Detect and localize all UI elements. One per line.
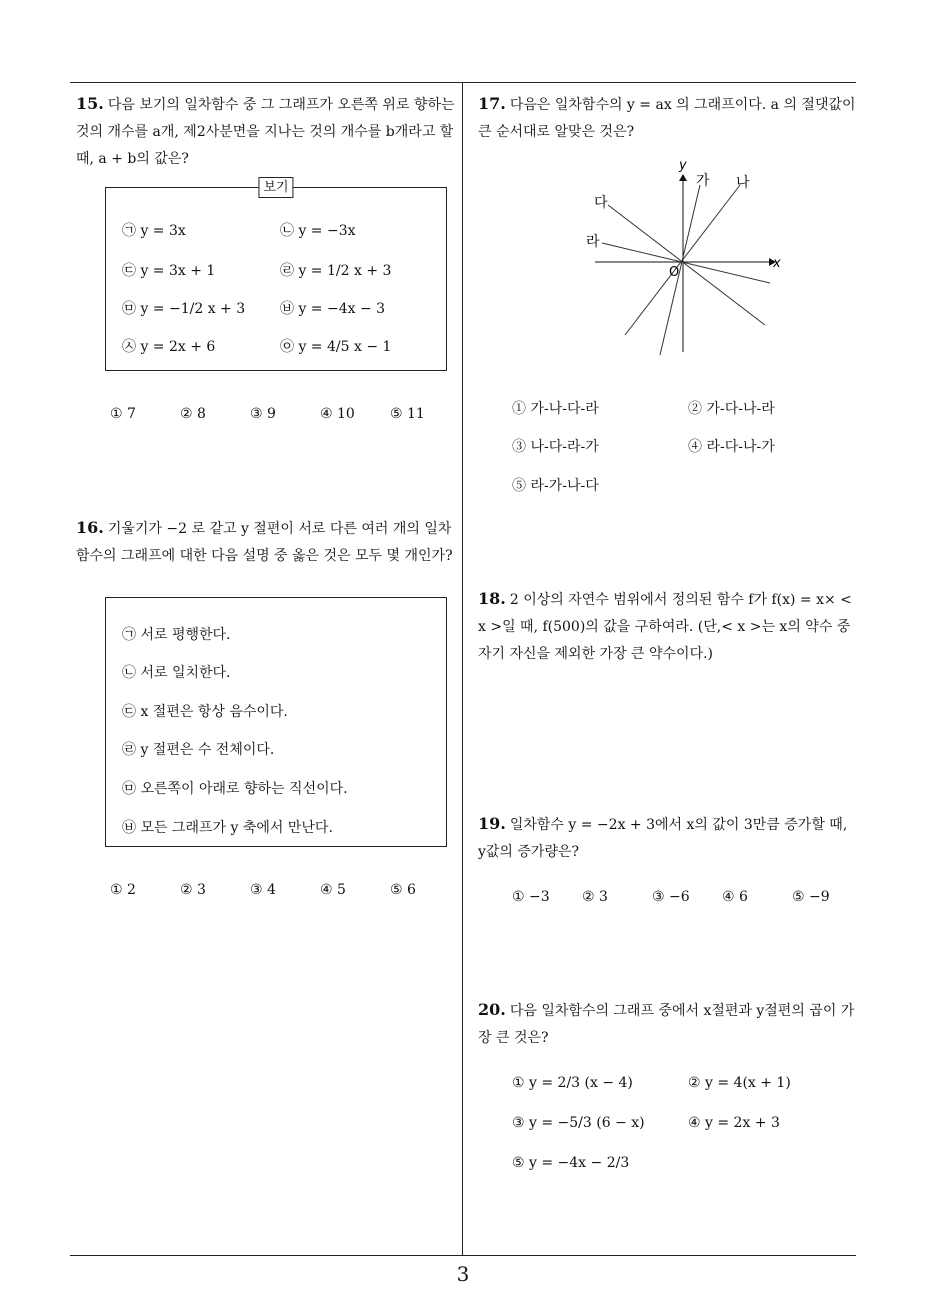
choice[interactable]: ① y = 2/3 (x − 4) [512, 1075, 633, 1091]
q20-choices [512, 1075, 852, 1185]
question-19 [478, 810, 858, 866]
bogi-item: ㉤ y = −1/2 x + 3 [122, 301, 246, 317]
bogi-item: ㉢ y = 3x + 1 [122, 263, 216, 279]
choice[interactable]: ⑤ 6 [390, 882, 416, 898]
statement-item: ㉥ 모든 그래프가 y 축에서 만난다. [122, 820, 333, 836]
label-da: 다 [594, 195, 608, 211]
statement-box [105, 597, 447, 847]
line-ra [602, 243, 770, 283]
y-axis-label: y [679, 158, 687, 173]
question-text: 다음 일차함수의 그래프 중에서 x절편과 y절편의 곱이 가장 큰 것은? [478, 1003, 855, 1046]
q15-choices [110, 406, 460, 426]
choice[interactable]: ② 3 [180, 882, 206, 898]
choice[interactable]: ④ 라-다-나-가 [688, 439, 775, 455]
label-ga: 가 [696, 173, 710, 189]
statement-item: ㉤ 오른쪽이 아래로 향하는 직선이다. [122, 781, 348, 797]
choice[interactable]: ① 2 [110, 882, 136, 898]
question-number: 17. [478, 94, 506, 113]
choice[interactable]: ③ 9 [250, 406, 276, 422]
q16-choices [110, 882, 460, 902]
question-number: 20. [478, 1000, 506, 1019]
label-ra: 라 [586, 234, 600, 250]
bottom-rule [70, 1255, 856, 1256]
line-da [608, 205, 765, 325]
choice[interactable]: ④ 10 [320, 406, 355, 422]
question-number: 18. [478, 589, 506, 608]
choice[interactable]: ② 가-다-나-라 [688, 401, 775, 417]
question-text: 2 이상의 자연수 범위에서 정의된 함수 f가 f(x) = x× < x >일 때, f(500)의 값을 구하여라. (단,< x >는 x의 약수 중 자기 자신을 제외한 가장 큰 약수이다.) [478, 592, 852, 662]
choice[interactable]: ③ 나-다-라-가 [512, 439, 599, 455]
question-20 [478, 996, 858, 1052]
question-text: 일차함수 y = −2x + 3에서 x의 값이 3만큼 증가할 때, y값의 증가량은? [478, 817, 848, 860]
question-16 [76, 514, 456, 570]
choice[interactable]: ③ −6 [652, 889, 690, 905]
bogi-item: ㉡ y = −3x [280, 223, 356, 239]
q19-choices [512, 889, 852, 909]
choice[interactable]: ③ y = −5/3 (6 − x) [512, 1115, 645, 1131]
q17-choices [512, 398, 852, 498]
choice[interactable]: ② 8 [180, 406, 206, 422]
question-number: 15. [76, 94, 104, 113]
choice[interactable]: ⑤ −9 [792, 889, 830, 905]
q17-graph [580, 155, 790, 360]
bogi-item: ㉧ y = 4/5 x − 1 [280, 339, 392, 355]
bogi-label: 보기 [258, 177, 293, 198]
question-text: 다음 보기의 일차함수 중 그 그래프가 오른쪽 위로 향하는 것의 개수를 a개, 제2사분면을 지나는 것의 개수를 b개라고 할 때, a + b의 값은? [76, 97, 455, 167]
statement-item: ㉠ 서로 평행한다. [122, 627, 231, 643]
choice[interactable]: ② y = 4(x + 1) [688, 1075, 791, 1091]
page-number: 3 [456, 1262, 470, 1286]
top-rule [70, 82, 856, 83]
question-18 [478, 585, 858, 668]
statement-item: ㉡ 서로 일치한다. [122, 665, 231, 681]
question-17 [478, 90, 858, 146]
origin-label: O [669, 265, 680, 280]
x-axis-label: x [773, 256, 781, 271]
choice[interactable]: ④ y = 2x + 3 [688, 1115, 780, 1131]
choice[interactable]: ② 3 [582, 889, 608, 905]
choice[interactable]: ① 7 [110, 406, 136, 422]
bogi-item: ㉣ y = 1/2 x + 3 [280, 263, 392, 279]
column-divider [462, 82, 463, 1256]
question-text: 다음은 일차함수의 y = ax 의 그래프이다. a 의 절댓값이 큰 순서대로 알맞은 것은? [478, 97, 856, 140]
question-text: 기울기가 −2 로 같고 y 절편이 서로 다른 여러 개의 일차함수의 그래프에 대한 다음 설명 중 옳은 것은 모두 몇 개인가? [76, 521, 453, 564]
label-na: 나 [736, 175, 750, 191]
choice[interactable]: ③ 4 [250, 882, 276, 898]
bogi-box [105, 180, 447, 371]
choice[interactable]: ① 가-나-다-라 [512, 401, 599, 417]
choice[interactable]: ① −3 [512, 889, 550, 905]
line-ga [660, 185, 700, 355]
bogi-item: ㉥ y = −4x − 3 [280, 301, 386, 317]
bogi-item: ㉠ y = 3x [122, 223, 186, 239]
question-15 [76, 90, 456, 173]
question-number: 19. [478, 814, 506, 833]
choice[interactable]: ⑤ 라-가-나-다 [512, 478, 599, 494]
choice[interactable]: ④ 6 [722, 889, 748, 905]
choice[interactable]: ⑤ y = −4x − 2/3 [512, 1155, 630, 1171]
statement-item: ㉣ y 절편은 수 전체이다. [122, 742, 275, 758]
choice[interactable]: ④ 5 [320, 882, 346, 898]
statement-item: ㉢ x 절편은 항상 음수이다. [122, 704, 288, 720]
choice[interactable]: ⑤ 11 [390, 406, 425, 422]
question-number: 16. [76, 518, 104, 537]
bogi-item: ㉦ y = 2x + 6 [122, 339, 216, 355]
